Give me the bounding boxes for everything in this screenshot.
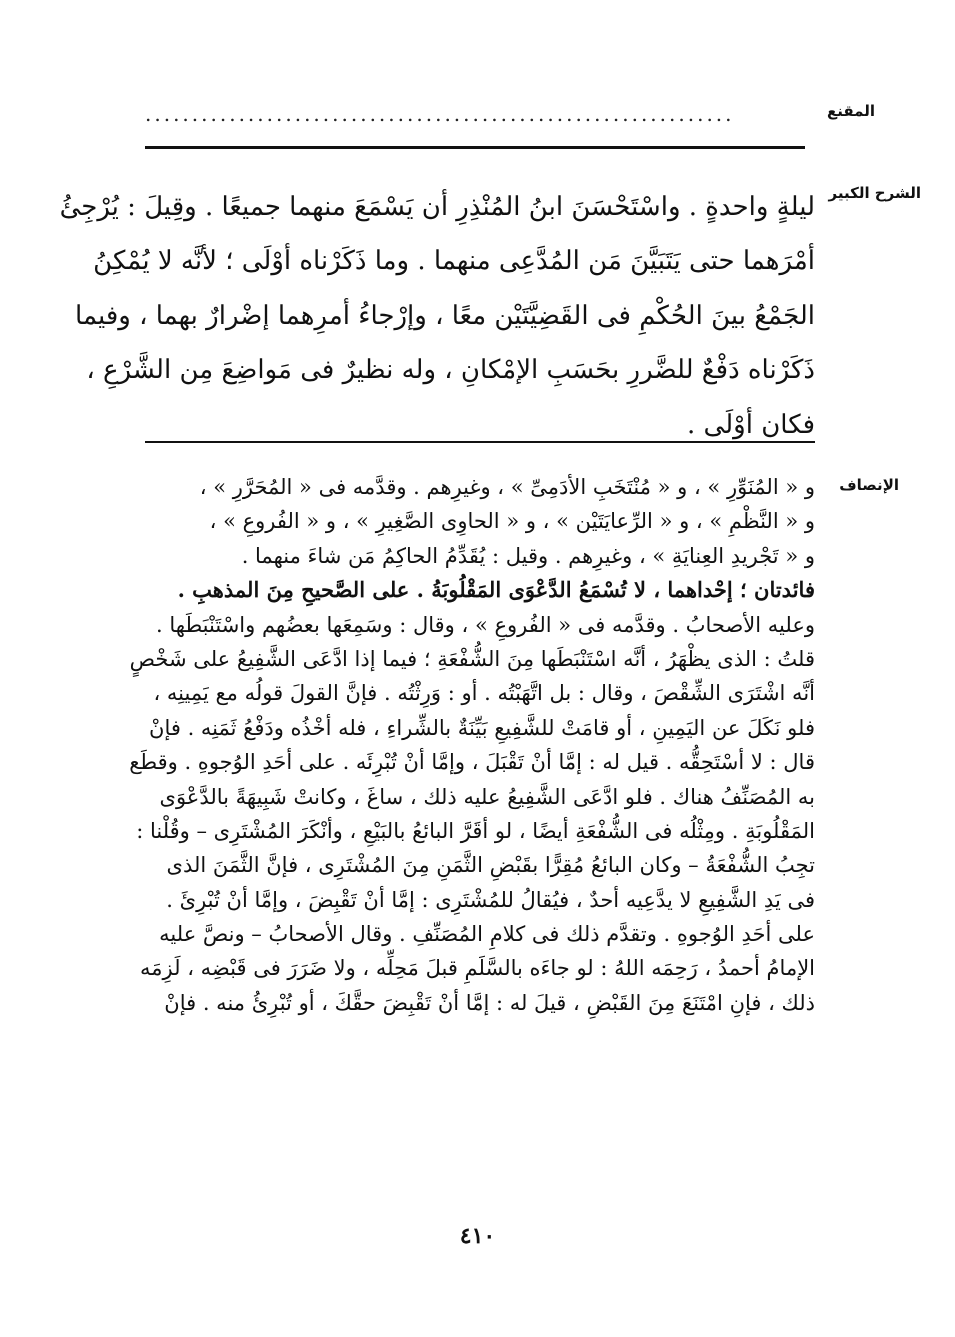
sharh-label: الشرح الكبير: [828, 184, 921, 202]
insaf-line: فى يَدِ الشَّفِيعِ لا يدَّعِيه أحدٌ ، فيُقالُ للمُشْتَرِى : إمَّا أنْ تَقْبِضَ ، وإمَّا أنْ تُبْرِئَ .: [166, 887, 815, 912]
insaf-line: قال : لا أسْتَحِقُّه . قيل له : إمَّا أنْ تَقْبَلَ ، وإمَّا أنْ تُبْرِئَه . على أحَدِ الوُجوهِ . وقطَع: [129, 750, 815, 775]
insaf-line-fawaid: فائدتان ؛ إحْداهما ، لا تُسْمَعُ الدَّعْوَى المَقْلُوبَةُ . على الصَّحيحِ مِنَ المذهبِ .: [177, 577, 815, 603]
insaf-line: به المُصَنِّفُ هناك . فلو ادَّعَى الشَّفِيعُ عليه ذلك ، ساغَ ، وكانتْ شَبِيهَةً بالدَّعْوَى: [159, 784, 815, 809]
insaf-line: الإمامُ أحمدُ ، رَحِمَه اللهُ : لو جاءَه بالسَّلَمِ قبلَ مَحِلِّه ، ولا ضَرَرَ فى قَبْضِه ، لَزِمَه: [140, 956, 815, 981]
page-number: ٤١٠: [459, 1223, 496, 1249]
sharh-text: [59, 180, 815, 452]
insaf-line: فلو نَكَلَ عن اليَمِينِ ، أو قامَتْ للشَّفِيعِ بَيِّنَةٌ بالشِّراءِ ، فله أخْذُه ودَفْعُ ثَمَنِه . فإنْ: [149, 715, 815, 740]
header-dotted-rule: ...............................................................: [145, 102, 735, 126]
insaf-line: على أحَدِ الوُجوهِ . وتقدَّم ذلك فى كلامِ المُصَنِّفِ . وقال الأصحابُ – ونصَّ عليه: [159, 922, 815, 947]
sharh-line: الجَمْعُ بينَ الحُكْمِ فى القَضِيَّتَيْن معًا ، وإرْجاءُ أمرِهما إضْرارٌ بهما ، وفيما: [75, 300, 815, 331]
sharh-line: أمْرَهما حتى يَتَبَيَّنَ مَن المُدَّعِى منهما . وما ذَكَرْناه أوْلَى ؛ لأنَّه لا يُمْكِنُ: [93, 246, 815, 277]
sharh-line: ليلةٍ واحدةٍ . واسْتَحْسَنَ ابنُ المُنْذِرِ أن يَسْمَعَ منهما جميعًا . وقِيلَ : يُرْجِئُ: [59, 192, 815, 222]
insaf-line: وعليه الأصحابُ . وقدَّمه فى « الفُروعِ » ، وقال : وسَمِعَها بعضُهم واسْتَنْبَطَها .: [156, 612, 815, 637]
insaf-text: [129, 470, 815, 1020]
matn-label: المقنع: [827, 102, 875, 120]
section-divider: [145, 441, 815, 443]
insaf-line: قلتُ : الذى يظْهَرُ ، أنَّه اسْتَنْبَطَها مِنَ الشُّفْعَةِ ؛ فيما إذا ادَّعَى الشَّفِيعُ على شَخْصٍ: [129, 646, 815, 671]
insaf-line: و « تَجْريدِ العِنايَةِ » ، وغيرِهم . وقيل : يُقَدِّمُ الحاكِمُ مَن شاءَ منهما .: [241, 543, 815, 568]
insaf-line: المَقْلُوبَةِ . ومِثْلُه فى الشُّفْعَةِ أيضًا ، لو أقَرَّ البائعُ بالبَيْعِ ، وأنْكَرَ المُشْتَرِى – وقُلْنا :: [136, 818, 815, 843]
insaf-line: تجِبُ الشُّفْعَةُ – وكان البائعُ مُقِرًّا بقَبْضِ الثَّمَنِ مِنَ المُشْتَرِى ، فإنَّ الثَّمَنَ الذى: [166, 853, 815, 878]
sharh-line: ذَكَرْناه دَفْعٌ للضَّررِ بحَسَبِ الإمْكانِ ، وله نظيرٌ فى مَواضِعَ مِن الشَّرْعِ ،: [86, 355, 815, 386]
sharh-line: فكان أوْلَى .: [687, 409, 815, 440]
insaf-line: أنَّه اشْتَرَى الشِّقْصَ ، وقال : بل اتَّهَبْتُه . أو : وَرِثْتُه . فإنَّ القولَ قولُه مع يَمِينِه ،: [153, 681, 815, 706]
insaf-label: الإنصاف: [839, 476, 899, 494]
insaf-line: و « النَّظْمِ » ، و « الرِّعايَتَيْن » ، و « الحاوِى الصَّغِيرِ » ، و « الفُروعِ » ،: [209, 509, 815, 534]
insaf-line: ذلك ، فإنِ امْتَنَعَ مِنَ القَبْضِ ، قيلَ له : إمَّا أنْ تَقْبِضَ حقَّكَ ، أو تُبْرِئُ منه . فإنْ: [164, 990, 815, 1015]
header-rule: [145, 146, 805, 149]
insaf-line: و « المُنَوِّرِ » ، و « مُنْتَخَبِ الأدَمِىِّ » ، وغيرِهم . وقدَّمه فى « المُحَرَّرِ » ،: [199, 475, 815, 499]
